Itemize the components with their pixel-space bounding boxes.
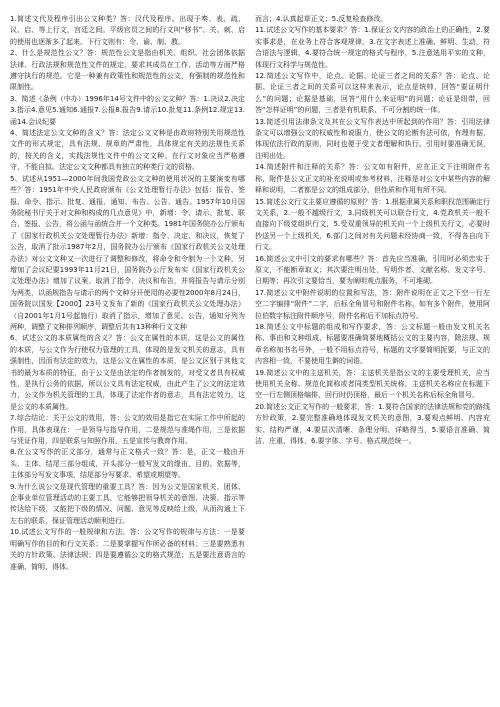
paragraph: 13.简述引用法律条文及其在公文写作表达中所起到的作用？答：引用法律条文可以增强公文的权威性和说服力，使公文的论断有法可依，有理有据，体现依法行政的原则，同时也便于受文者理解和执行。引用时要准确无误，注明出处。 bbox=[255, 117, 490, 160]
paragraph: 6、试述公文的本质属性的含义？答：公文在属性的本质，这是公文的属性的本质，与公文作为行使权力管理的工具，体现的是发文机关的意志，具有强制性，因而有法定的效力，这是公文在属性的本质，是公文区别于其他文书的最为本质的特征，由于公文是由法定的作者制发的，对受文者具有权威性，是执行公务的依据，所以公文具有法定权威，由此产生了公文的法定效力，公文作为机关管理的工具，体现了法定作者的意志，具有法定效力，这是公文的本质属性。 bbox=[10, 334, 245, 411]
left-text-column bbox=[10, 14, 245, 701]
paragraph: 9.为什么说公文是现代管理的重要工具？答：因为公文是国家机关、团体、企事业单位管理活动的主要工具，它能够把领导机关的意图、决策、指示等传达给下级，又能把下级的情况、问题、意见等反映给上级，从而沟通上下左右的联系，保证管理活动顺利进行。 bbox=[10, 482, 245, 525]
paragraph: 2、什么是规范性公文？答：规范性公文是指由机关、组织、社会团体依据法律、行政法规和规范性文件的规定，要求其成员在工作、活动等方面严格遵守执行的规范。它是一种兼有政策性和规范性的公文，有强制的规范性和限制性。 bbox=[10, 49, 245, 92]
right-text-column bbox=[255, 14, 490, 701]
paragraph: 而言；4.认真起草正文；5.反复检查修改。 bbox=[255, 15, 388, 23]
paragraph: 20.简述公文正文写作的一般要求，答：1.要符合国家的法律法规和党的路线方针政策，2.要完整准确地体现发文机关的意图，3.要观点鲜明、内容充实、结构严谨，4.要层次清晰、条理分明、详略得当，5.要语言准确、简洁、庄重、得体，6.要字体、字号、格式规范统一。 bbox=[255, 402, 490, 446]
paragraph: 12.简述公文写作中，论点、论据、论证三者之间的关系？答：论点、论据、论证三者之间的关系可以这样来表示，论点是统帅，回答“要证明什么”的问题；论据是基础，回答“用什么来证明”的问题；论证是纽带，回答“怎样证明”的问题，三者是有机联系、不可分割的统一体。 bbox=[255, 72, 490, 115]
paragraph: 11.试述公文写作的基本要求？答：1.保证公文内容的政治上的正确性，2.要实事求是，在业务上符合客观规律，3.在文字表述上准确、鲜明、生动，符合语法与逻辑，4.要符合统一规定的格式与程序，5.注意选用平实的文种，体现行文科学与规范性。 bbox=[255, 26, 490, 69]
paragraph: 17.简述公文中附件说明的位置和写法，答：附件说明在正文之下空一行左空二字编排“附件”二字，后标全角冒号和附件名称，如有多个附件，使用阿拉伯数字标注附件顺序号，附件名称后不加标点符号。 bbox=[255, 288, 490, 320]
paragraph: 3、简述《条例（中办）1996年14号文件中的公文文种？答：1.决议2.决定3.指示4.意见5.通知6.通报7.公报8.报告9.请示10.批复11.条例12.规定13.函14.会议纪要 bbox=[10, 94, 245, 126]
paragraph: 5、试述从1951—2000年间我国党政公文文种的使用状况的主要演变有哪些？答：1951年中央人民政府颁布《公文处理暂行办法》包括：报告、签报、命令、指示、批复、通报、通知、布告、公告、通告。1957年10月国务院秘书厅关于对文种和构成的几点意见》中，新增：令、请示、批复、联合、签报、公告，将公函与函统合并一个文种类。1981年国务院办公厅颁布了《国家行政机关公文处理暂行办法》新增：指令、决定、和决议，恢复了公告，取消了批示1987年2月，国务院办公厅颁布《国家行政机关公文处理办法》对公文文种又一次进行了调整和修改，将命令和令制为一个文种，另增加了会议纪要1993年11月21日，国务院办公厅发布实《国家行政机关公文处理办法》增加了议案、取消了指令、决议和布告，并将报告与请示分别为两类，以函规指告与请示的两个文种分开使用的必要性2000年8月24日，国务院以国发【2000】23号文发布了新的《国家行政机关公文处理办法》（自2001年1月1号起施行）取消了指示，增加了意见、公告，通知分列为两种，调整了文种排列顺序，调整后共有13种种行文文种 bbox=[10, 174, 245, 331]
paragraph: 10.试述公文写作的一般规律和方法。答：公文写作的规律与方法：一是要明确写作的目的和行文关系；二是要掌握写作所必备的材料；三是要熟悉有关的方针政策、法律法规；四是要遵循公文的格式规范；五是要注意语言的准确、简明、得体。 bbox=[10, 528, 245, 571]
paragraph: 8.在公文写作的正文部分，通常与正文格式一致？答：是，正文一般由开头、主体、结尾三部分组成，开头部分一般写发文的缘由、目的、依据等，主体部分写发文事项，结尾部分写要求、希望或期望等。 bbox=[10, 448, 245, 480]
paragraph: 16.简述公文中引文的要求有哪些？答：首先应当准确，引用时必须忠实于原文，不能断章取义；其次要注明出处，写明作者、文献名称、发文字号、日期等；再次引文要恰当，要为阐明观点服务，不可堆砌。 bbox=[255, 254, 490, 286]
paragraph: 18.简述公文中标题的组成和写作要求，答：公文标题一般由发文机关名称、事由和文种组成，标题要准确简要地概括公文的主要内容，除法规、规章名称加书名号外，一般不用标点符号，标题的文字要简明扼要，与正文的内容相一致，不要使用生僻的词语。 bbox=[255, 322, 490, 366]
paragraph: 7.综合结论：关于公文的效用，答：公文的效用是指它在实际工作中所起的作用，具体表现在：一是领导与指导作用，二是规范与准绳作用，三是依据与凭证作用，四是联系与知照作用，五是宣传与教育作用。 bbox=[10, 414, 245, 446]
paragraph: 4、简述法定公文文种的含义？答：法定公文文种是由政府特别关用规范性文件的形式规定，具有法规、规章的严肃性，具体规定有关的法规性关系的，按关的含义，实践法规性文件中的公文文种。在行文对象应当严格遵守，不能自拟。法定公文文种都具有独立的种类行文的资格。 bbox=[10, 129, 245, 172]
paragraph: 19.简述公文中的主送机关，答：主送机关是指公文的主要受理机关，应当使用机关全称、规范化简称或者同类型机关统称，主送机关名称应在标题下空一行左侧顶格编排，回行时仍顶格，最后一个机关名称后标全角冒号。 bbox=[255, 368, 490, 400]
paragraph: 15.简述公文行文主要应遵循的原则？答：1.根据隶属关系和职权范围确定行文关系，2.一般不越级行文，3.同级机关可以联合行文，4.党政机关一般不直接向下级党组织行文，5.受双重领导的机关向一个上级机关行文，必要时抄送另一个上级机关，6.部门之间对有关问题未经协商一致，不得各自向下行文。 bbox=[255, 197, 490, 252]
paragraph: 14.简述附件和注释的关系？答：公文如有附件，应在正文下注明附件名称，附件是公文正文的补充说明或参考材料，注释是对公文中某些内容的解释和说明，二者都是公文的组成部分，但性质和作用有所不同。 bbox=[255, 163, 490, 195]
paragraph: 1.简述文代及程序引出公文种类？答：汉代及程序。出现于奏、表、疏、议、启、等上行文，宫廷之间。平级官员之间的行文叫“移书”、关、刺、启的使用也逐渐多了起来。下行文则有：令、谕、制、教。 bbox=[10, 15, 245, 46]
